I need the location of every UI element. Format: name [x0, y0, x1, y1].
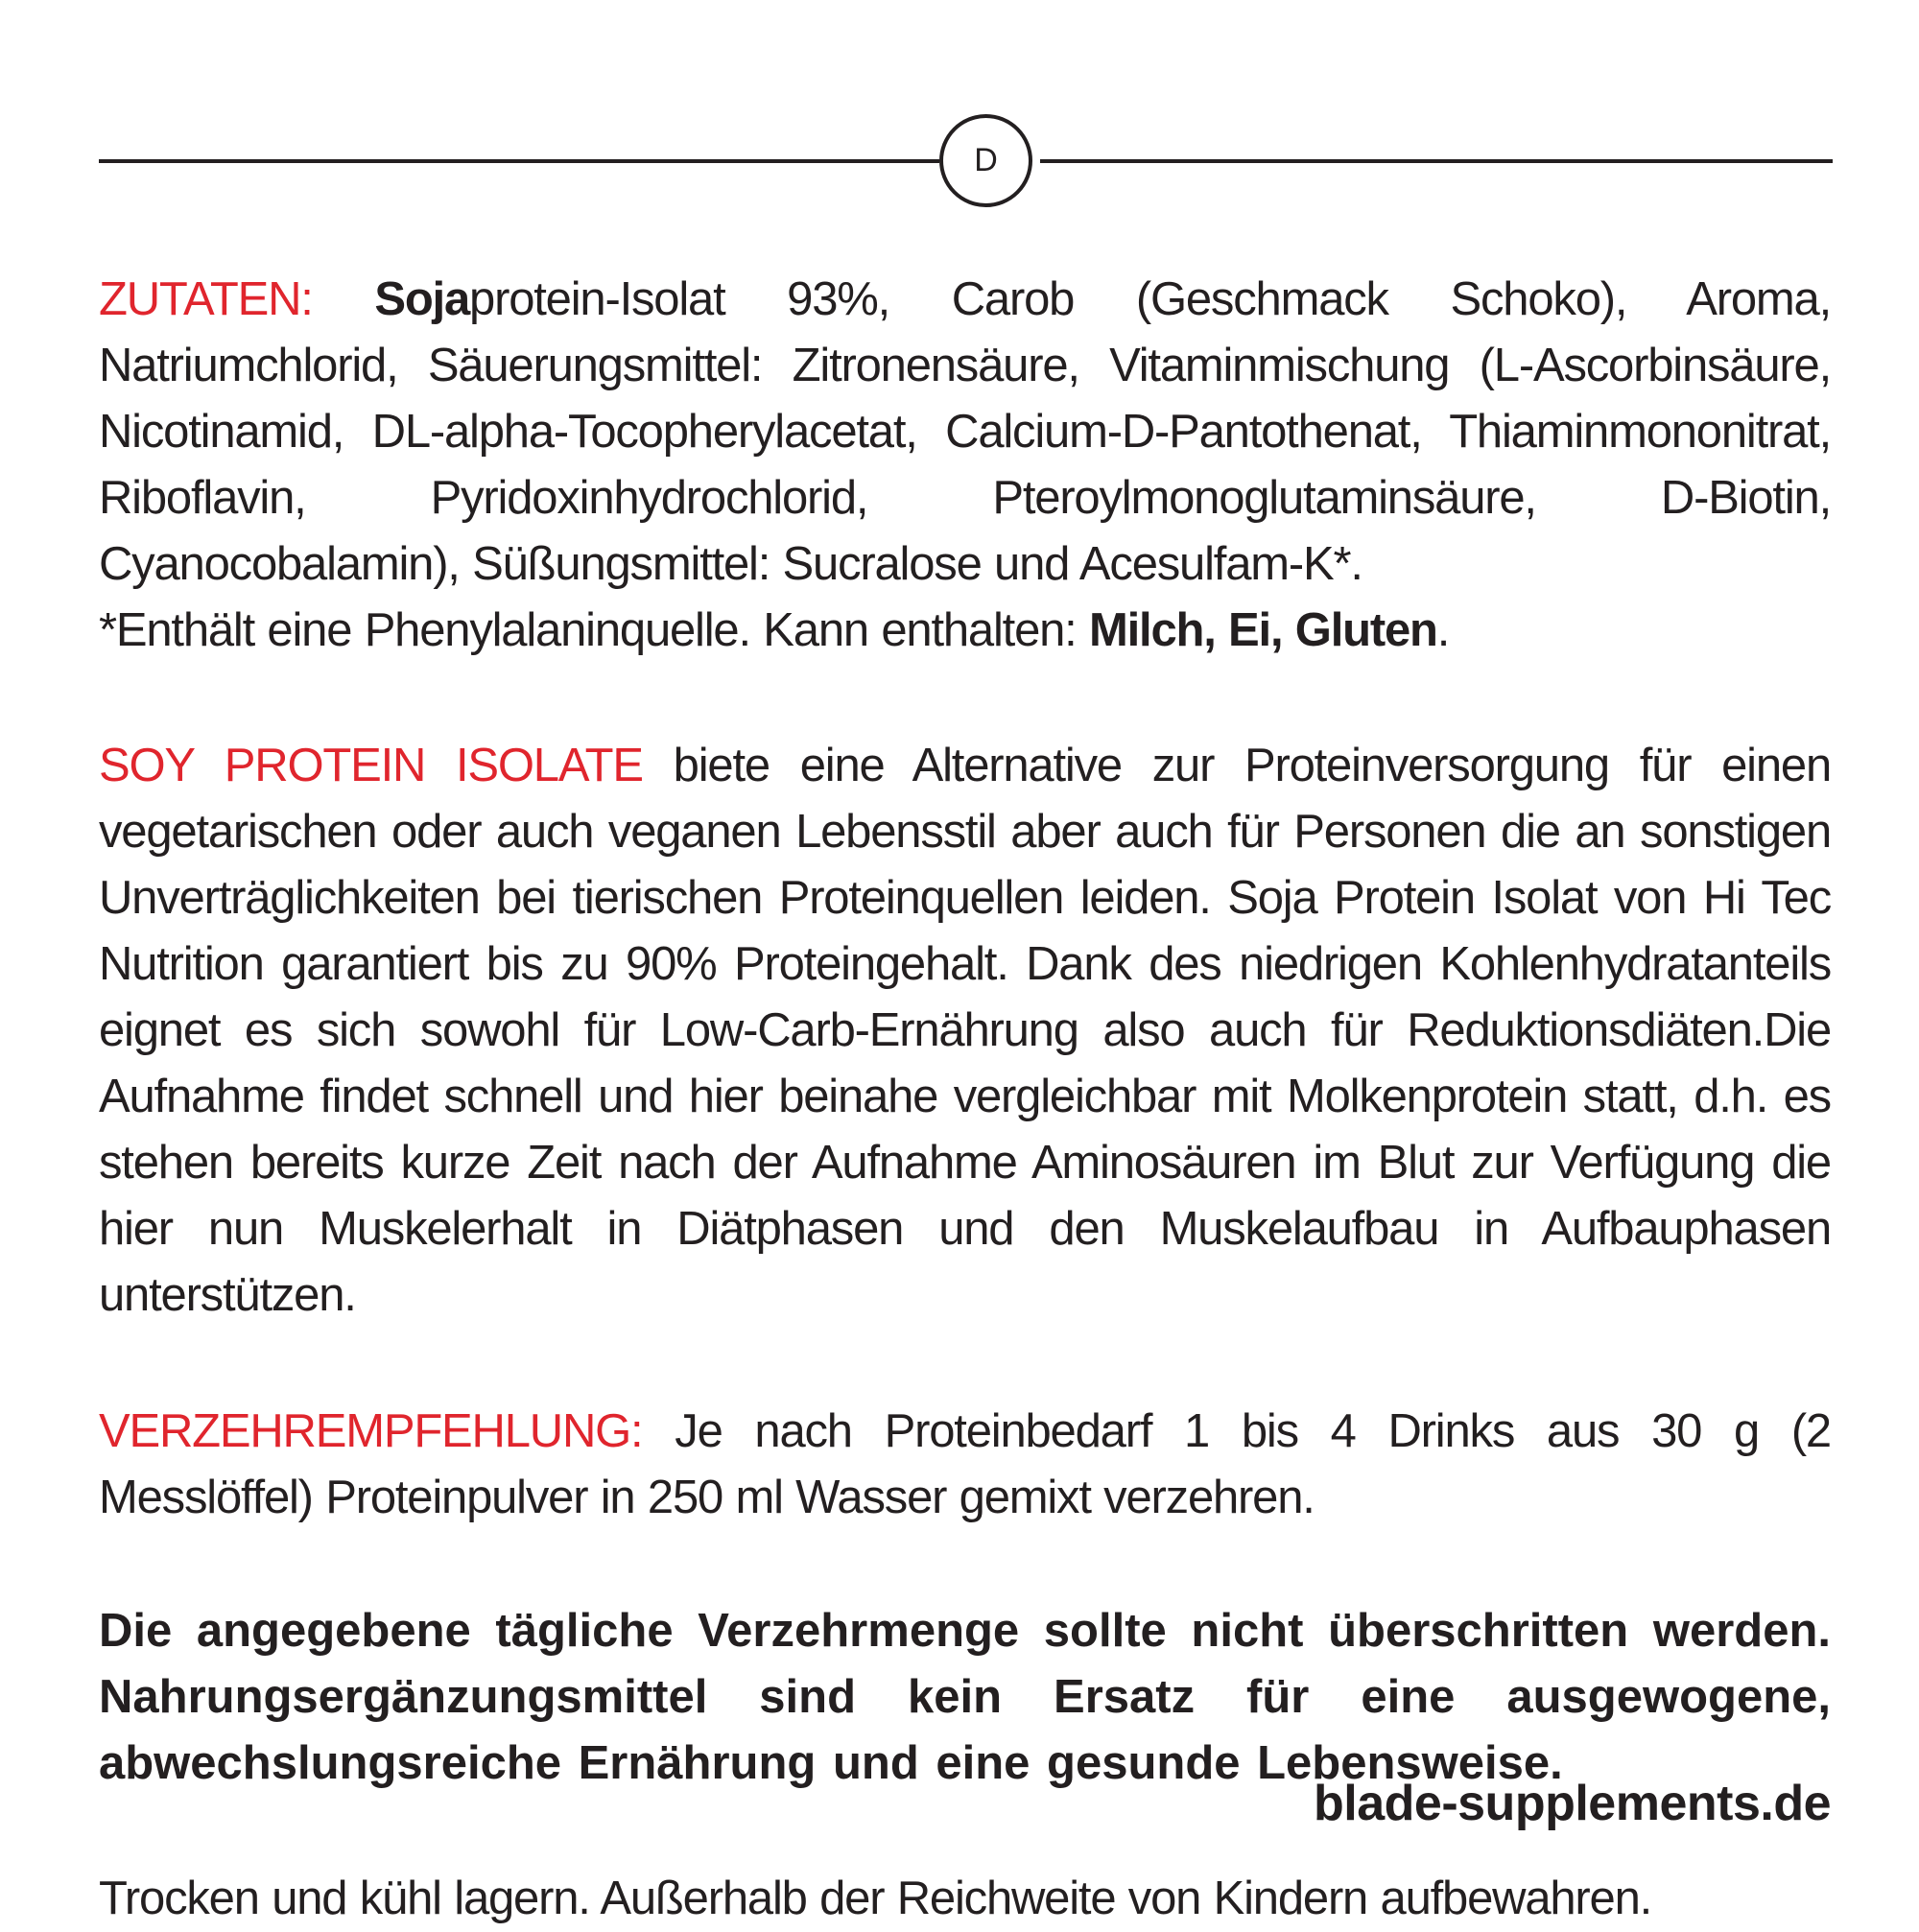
about-label: SOY PROTEIN ISOLATE	[99, 740, 643, 791]
ingredients-section	[99, 267, 1831, 664]
language-badge	[939, 114, 1032, 207]
allergens-end: .	[1436, 604, 1450, 656]
language-code: D	[974, 142, 998, 178]
about-text: biete eine Alternative zur Proteinversorgung für einen vegetarischen oder auch veganen Lebensstil aber auch für Personen die an sonstigen Unverträglichkeiten bei tierischen Proteinquellen leiden. Soja Protein Isolat von Hi Tec Nutrition garantiert bis zu 90% Proteingehalt. Dank des niedrigen Kohlenhydratanteils eignet es sich sowohl für Low-Carb-Ernährung also auch für Reduktionsdiäten.Die Aufnahme findet schnell und hier beinahe vergleichbar mit Molkenprotein statt, d.h. es stehen bereits kurze Zeit nach der Aufnahme Aminosäuren im Blut zur Verfügung die hier nun Muskelerhalt in Diätphasen und den Muskelaufbau in Aufbauphasen unterstützen.	[99, 740, 1832, 1321]
label-text	[99, 267, 1831, 1932]
dosage-label: VERZEHREMPFEHLUNG:	[99, 1405, 643, 1457]
storage-section: Trocken und kühl lagern. Außerhalb der Reichweite von Kindern aufbewahren.	[99, 1873, 1652, 1924]
ingredients-bold-lead: Soja	[374, 273, 470, 325]
header-rule-right	[1040, 159, 1833, 163]
dosage-text: Je nach Proteinbedarf 1 bis 4 Drinks aus 30 g (2 Messlöffel) Proteinpulver in 250 ml Wasser gemixt verzehren.	[99, 1405, 1831, 1523]
allergens: Milch, Ei, Gluten	[1089, 604, 1437, 656]
website-link: blade-supplements.de	[1314, 1776, 1831, 1831]
warning-section: Die angegebene tägliche Verzehrmenge sollte nicht überschritten werden. Nahrungsergänzungsmittel sind kein Ersatz für eine ausgewogene, abwechslungsreiche Ernährung und eine gesunde Lebensweise.	[99, 1605, 1831, 1789]
allergen-note: *Enthält eine Phenylalaninquelle. Kann enthalten:	[99, 604, 1089, 656]
header-rule-left	[99, 159, 939, 163]
ingredients-label: ZUTATEN:	[99, 273, 313, 325]
about-section	[99, 733, 1831, 1329]
dosage-section	[99, 1399, 1831, 1531]
ingredients-text: protein-Isolat 93%, Carob (Geschmack Schoko), Aroma, Natriumchlorid, Säuerungsmittel: Zitronensäure, Vitaminmischung (L-Ascorbinsäure, Nicotinamid, DL-alpha-Tocopherylacetat, Calcium-D-Pantothenat, Thiaminmononitrat, Riboflavin, Pyridoxinhydrochlorid, Pteroylmonoglutaminsäure, D-Biotin, Cyanocobalamin), Süßungsmittel: Sucralose und Acesulfam-K*.	[99, 273, 1831, 590]
